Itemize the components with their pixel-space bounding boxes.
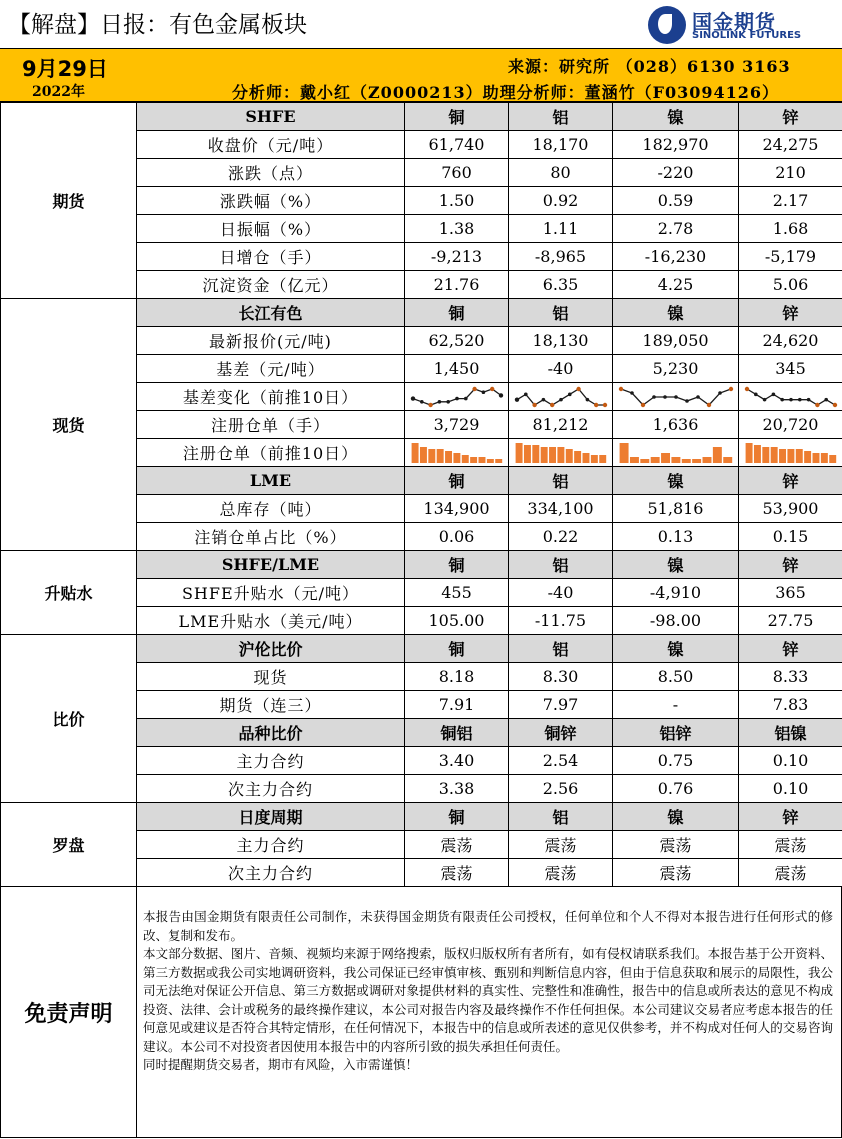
- table-header-row: [1, 803, 842, 831]
- sparkline-bar: [804, 451, 811, 463]
- row-label: 主力合约: [137, 831, 405, 859]
- row-label: 总库存（吨）: [137, 495, 405, 523]
- page-header: [0, 0, 842, 48]
- table-cell: 镍: [613, 103, 739, 131]
- company-logo: [648, 4, 838, 46]
- warrant-sparkline-nickel: [617, 441, 735, 465]
- row-label: 日度周期: [137, 803, 405, 831]
- sparkline-point: [762, 397, 766, 401]
- table-cell: 震荡: [613, 831, 739, 859]
- table-cell: 0.13: [613, 523, 739, 551]
- table-cell: -11.75: [509, 607, 613, 635]
- table-cell: 81,212: [509, 411, 613, 439]
- sparkline-bar: [486, 459, 493, 463]
- table-cell: 震荡: [613, 859, 739, 887]
- warrant-sparkline-zinc: [743, 441, 839, 465]
- warrant-sparkline-aluminum: [513, 441, 609, 465]
- table-cell: 震荡: [405, 831, 509, 859]
- table-cell: 21.76: [405, 271, 509, 299]
- sparkline-point: [490, 386, 494, 390]
- row-label: LME: [137, 467, 405, 495]
- sparkline-cell: [509, 383, 613, 411]
- sparkline-bar: [787, 449, 794, 463]
- table-cell: 锌: [739, 103, 842, 131]
- table-cell: 镍: [613, 551, 739, 579]
- sparkline-point: [481, 390, 485, 394]
- metals-table: [0, 102, 842, 887]
- row-label: SHFE/LME: [137, 551, 405, 579]
- report-date: 9月29日: [22, 57, 108, 81]
- sparkline-bar: [565, 449, 572, 463]
- sparkline-point: [559, 397, 563, 401]
- basis-sparkline-zinc: [743, 385, 839, 409]
- logo-cn-text: 国金期货: [692, 10, 776, 34]
- table-cell: 0.22: [509, 523, 613, 551]
- sparkline-point: [420, 400, 424, 404]
- table-cell: 51,816: [613, 495, 739, 523]
- sparkline-bar: [532, 445, 539, 463]
- table-cell: -16,230: [613, 243, 739, 271]
- sparkline-bar: [712, 447, 721, 463]
- sparkline-bar: [829, 455, 836, 463]
- sparkline-bar: [515, 443, 522, 463]
- sparkline-point: [780, 397, 784, 401]
- sparkline-point: [464, 396, 468, 400]
- row-label: 沪伦比价: [137, 635, 405, 663]
- sparkline-point: [663, 395, 667, 399]
- sparkline-line: [747, 389, 835, 405]
- sparkline-bar: [470, 457, 477, 463]
- sparkline-bar: [770, 447, 777, 463]
- table-cell: 210: [739, 159, 842, 187]
- table-cell: 24,620: [739, 327, 842, 355]
- table-cell: 铜: [405, 103, 509, 131]
- sparkline-point: [576, 386, 580, 390]
- table-cell: 2.78: [613, 215, 739, 243]
- table-cell: 27.75: [739, 607, 842, 635]
- table-cell: 铜: [405, 635, 509, 663]
- table-cell: 0.10: [739, 747, 842, 775]
- sparkline-bar: [762, 447, 769, 463]
- info-band: [0, 48, 842, 102]
- table-cell: 铝镍: [739, 719, 842, 747]
- sparkline-point: [618, 386, 622, 390]
- sparkline-bar: [428, 449, 435, 463]
- sparkline-cell: [613, 439, 739, 467]
- sparkline-bar: [629, 457, 638, 463]
- table-cell: 18,130: [509, 327, 613, 355]
- table-cell: 4.25: [613, 271, 739, 299]
- row-label: SHFE: [137, 103, 405, 131]
- sparkline-bar: [795, 449, 802, 463]
- sparkline-point: [806, 397, 810, 401]
- sparkline-point: [532, 402, 536, 406]
- sparkline-cell: [613, 383, 739, 411]
- sparkline-bar: [723, 457, 732, 463]
- table-cell: 7.91: [405, 691, 509, 719]
- table-cell: 3.38: [405, 775, 509, 803]
- sparkline-cell: [739, 439, 842, 467]
- table-cell: -220: [613, 159, 739, 187]
- sparkline-point: [640, 402, 644, 406]
- row-label: 日振幅（%）: [137, 215, 405, 243]
- table-cell: 镍: [613, 467, 739, 495]
- table-cell: 53,900: [739, 495, 842, 523]
- table-cell: 62,520: [405, 327, 509, 355]
- table-cell: 1.68: [739, 215, 842, 243]
- logo-en-text: SINOLINK FUTURES: [692, 30, 802, 41]
- section-label: 现货: [1, 299, 137, 551]
- row-label: 注销仓单占比（%）: [137, 523, 405, 551]
- table-cell: 3,729: [405, 411, 509, 439]
- sparkline-bar: [419, 447, 426, 463]
- sparkline-point: [789, 397, 793, 401]
- disclaimer-paragraph: 同时提醒期货交易者，期市有风险，入市需谨慎！: [143, 1057, 419, 1072]
- table-cell: 334,100: [509, 495, 613, 523]
- row-label: 基差变化（前推10日）: [137, 383, 405, 411]
- row-label: 基差（元/吨）: [137, 355, 405, 383]
- table-cell: -: [613, 691, 739, 719]
- sparkline-bar: [590, 455, 597, 463]
- sparkline-bar: [812, 453, 819, 463]
- sparkline-point: [437, 400, 441, 404]
- row-label: 注册仓单（前推10日）: [137, 439, 405, 467]
- sparkline-line: [517, 389, 605, 405]
- table-cell: -8,965: [509, 243, 613, 271]
- table-cell: -9,213: [405, 243, 509, 271]
- section-label: 比价: [1, 635, 137, 803]
- sparkline-bar: [661, 453, 670, 463]
- table-cell: 8.33: [739, 663, 842, 691]
- table-cell: 0.75: [613, 747, 739, 775]
- sparkline-point: [410, 396, 414, 400]
- table-cell: 345: [739, 355, 842, 383]
- sparkline-point: [514, 397, 518, 401]
- sparkline-point: [832, 402, 836, 406]
- sparkline-point: [541, 397, 545, 401]
- table-cell: 铝: [509, 467, 613, 495]
- sparkline-point: [815, 402, 819, 406]
- sparkline-bar: [411, 443, 418, 463]
- table-cell: 铝: [509, 635, 613, 663]
- table-cell: 镍: [613, 299, 739, 327]
- sparkline-bar: [671, 457, 680, 463]
- table-cell: 铜锌: [509, 719, 613, 747]
- row-label: 涨跌（点）: [137, 159, 405, 187]
- sparkline-bar: [702, 457, 711, 463]
- table-cell: 0.76: [613, 775, 739, 803]
- table-cell: 镍: [613, 803, 739, 831]
- table-cell: 189,050: [613, 327, 739, 355]
- row-label: 品种比价: [137, 719, 405, 747]
- sparkline-point: [585, 397, 589, 401]
- table-cell: 锌: [739, 299, 842, 327]
- sparkline-point: [798, 397, 802, 401]
- logo-icon: [648, 6, 686, 44]
- sparkline-bar: [619, 443, 628, 463]
- sparkline-point: [824, 397, 828, 401]
- report-year: 2022年: [32, 84, 85, 100]
- row-label: 收盘价（元/吨）: [137, 131, 405, 159]
- table-header-row: [1, 551, 842, 579]
- table-cell: 1,636: [613, 411, 739, 439]
- sparkline-bar: [582, 453, 589, 463]
- table-cell: 182,970: [613, 131, 739, 159]
- table-cell: 20,720: [739, 411, 842, 439]
- row-label: 主力合约: [137, 747, 405, 775]
- sparkline-point: [630, 391, 634, 395]
- sparkline-point: [754, 392, 758, 396]
- sparkline-bar: [461, 455, 468, 463]
- sparkline-point: [685, 399, 689, 403]
- disclaimer-paragraph: 本文部分数据、图片、音频、视频均来源于网络搜索，版权归版权所有者所有，如有侵权请联系我们。本报告基于公开资料、第三方数据或我公司实地调研资料，我公司保证已经审慎审核、甄别和判断信息内容，但由于信息获取和展示的局限性，我公司无法绝对保证公开信息、第三方数据或调研对象提供材料的真实性、完整性和准确性，报告中的信息或所表达的意见不构成投资、法律、会计或税务的最终操作建议，本公司对报告内容及最终操作不作任何担保。本公司建议交易者应考虑本报告的任何意见或建议是否符合其特定情形，在任何情况下，本报告中的信息或所表述的意见仅供参考，并不构成对任何人的交易咨询建议。本公司不对投资者因使用本报告中的内容所引致的损失承担任何责任。: [143, 946, 833, 1054]
- table-cell: 0.59: [613, 187, 739, 215]
- row-label: 现货: [137, 663, 405, 691]
- table-cell: 3.40: [405, 747, 509, 775]
- table-cell: 铝: [509, 803, 613, 831]
- table-cell: 2.17: [739, 187, 842, 215]
- table-cell: 0.92: [509, 187, 613, 215]
- table-cell: 24,275: [739, 131, 842, 159]
- row-label: 日增仓（手）: [137, 243, 405, 271]
- table-cell: 铝: [509, 299, 613, 327]
- table-cell: 铜: [405, 467, 509, 495]
- sparkline-bar: [820, 453, 827, 463]
- table-cell: 760: [405, 159, 509, 187]
- table-cell: 震荡: [509, 859, 613, 887]
- table-header-row: [1, 635, 842, 663]
- table-cell: -4,910: [613, 579, 739, 607]
- sparkline-bar: [436, 449, 443, 463]
- row-label: LME升贴水（美元/吨）: [137, 607, 405, 635]
- table-cell: -40: [509, 355, 613, 383]
- table-cell: 8.50: [613, 663, 739, 691]
- sparkline-point: [728, 386, 732, 390]
- table-cell: 134,900: [405, 495, 509, 523]
- warrant-sparkline-copper: [409, 441, 505, 465]
- disclaimer-paragraph: 本报告由国金期货有限责任公司制作，未获得国金期货有限责任公司授权，任何单位和个人不得对本报告进行任何形式的修改、复制和发布。: [143, 909, 833, 943]
- table-cell: -5,179: [739, 243, 842, 271]
- table-cell: 震荡: [405, 859, 509, 887]
- section-label: 升贴水: [1, 551, 137, 635]
- table-cell: 震荡: [739, 831, 842, 859]
- basis-sparkline-aluminum: [513, 385, 609, 409]
- sparkline-bar: [540, 447, 547, 463]
- table-cell: 1,450: [405, 355, 509, 383]
- table-cell: 7.97: [509, 691, 613, 719]
- table-cell: 锌: [739, 635, 842, 663]
- page-title: 【解盘】日报：有色金属板块: [8, 12, 307, 38]
- sparkline-bar: [640, 459, 649, 463]
- table-cell: 7.83: [739, 691, 842, 719]
- sparkline-point: [428, 402, 432, 406]
- sparkline-bar: [445, 451, 452, 463]
- sparkline-bar: [753, 445, 760, 463]
- table-cell: 铜铝: [405, 719, 509, 747]
- table-cell: 镍: [613, 635, 739, 663]
- basis-sparkline-nickel: [617, 385, 735, 409]
- row-label: 次主力合约: [137, 775, 405, 803]
- sparkline-point: [744, 386, 748, 390]
- report-analysts: 分析师：戴小红（Z0000213）助理分析师：董涵竹（F03094126）: [232, 83, 780, 102]
- sparkline-point: [455, 396, 459, 400]
- sparkline-cell: [405, 383, 509, 411]
- table-cell: 铜: [405, 551, 509, 579]
- sparkline-point: [568, 392, 572, 396]
- disclaimer-text: [143, 908, 833, 1075]
- sparkline-point: [446, 400, 450, 404]
- table-cell: 8.30: [509, 663, 613, 691]
- sparkline-point: [472, 386, 476, 390]
- table-cell: 5,230: [613, 355, 739, 383]
- sparkline-bar: [495, 459, 502, 463]
- sparkline-point: [594, 402, 598, 406]
- sparkline-bar: [549, 447, 556, 463]
- table-cell: 震荡: [509, 831, 613, 859]
- sparkline-bar: [523, 445, 530, 463]
- table-cell: 18,170: [509, 131, 613, 159]
- table-cell: 铝: [509, 551, 613, 579]
- table-cell: 锌: [739, 551, 842, 579]
- sparkline-point: [696, 395, 700, 399]
- table-cell: 80: [509, 159, 613, 187]
- table-cell: 震荡: [739, 859, 842, 887]
- sparkline-cell: [405, 439, 509, 467]
- table-header-row: [1, 299, 842, 327]
- basis-sparkline-copper: [409, 385, 505, 409]
- sparkline-point: [706, 402, 710, 406]
- sparkline-bar: [692, 459, 701, 463]
- table-cell: 铜: [405, 803, 509, 831]
- report-source: 来源：研究所 （028）6130 3163: [508, 57, 791, 76]
- table-cell: -98.00: [613, 607, 739, 635]
- table-cell: 2.56: [509, 775, 613, 803]
- table-cell: 铝锌: [613, 719, 739, 747]
- table-cell: -40: [509, 579, 613, 607]
- row-label: SHFE升贴水（元/吨）: [137, 579, 405, 607]
- sparkline-bar: [599, 455, 606, 463]
- table-cell: 0.15: [739, 523, 842, 551]
- row-label: 次主力合约: [137, 859, 405, 887]
- sparkline-bar: [574, 451, 581, 463]
- table-cell: 5.06: [739, 271, 842, 299]
- table-cell: 锌: [739, 803, 842, 831]
- sparkline-point: [771, 392, 775, 396]
- sparkline-bar: [745, 443, 752, 463]
- row-label: 最新报价(元/吨): [137, 327, 405, 355]
- table-cell: 6.35: [509, 271, 613, 299]
- table-cell: 铝: [509, 103, 613, 131]
- table-cell: 1.50: [405, 187, 509, 215]
- sparkline-point: [602, 402, 606, 406]
- table-header-row: [1, 103, 842, 131]
- sparkline-point: [674, 395, 678, 399]
- table-cell: 0.10: [739, 775, 842, 803]
- sparkline-cell: [509, 439, 613, 467]
- row-label: 长江有色: [137, 299, 405, 327]
- table-cell: 365: [739, 579, 842, 607]
- table-cell: 1.11: [509, 215, 613, 243]
- sparkline-bar: [650, 457, 659, 463]
- table-cell: 锌: [739, 467, 842, 495]
- table-cell: 0.06: [405, 523, 509, 551]
- sparkline-bar: [453, 453, 460, 463]
- disclaimer-title: 免责声明: [1, 886, 137, 1138]
- sparkline-point: [550, 402, 554, 406]
- sparkline-cell: [739, 383, 842, 411]
- row-label: 沉淀资金（亿元）: [137, 271, 405, 299]
- sparkline-bar: [681, 459, 690, 463]
- row-label: 期货（连三）: [137, 691, 405, 719]
- table-cell: 铜: [405, 299, 509, 327]
- table-cell: 1.38: [405, 215, 509, 243]
- table-cell: 455: [405, 579, 509, 607]
- table-cell: 8.18: [405, 663, 509, 691]
- sparkline-point: [718, 391, 722, 395]
- sparkline-point: [498, 393, 502, 397]
- section-label: 罗盘: [1, 803, 137, 887]
- table-cell: 105.00: [405, 607, 509, 635]
- row-label: 涨跌幅（%）: [137, 187, 405, 215]
- disclaimer-section: [0, 886, 842, 1138]
- sparkline-point: [524, 392, 528, 396]
- sparkline-point: [652, 395, 656, 399]
- section-label: 期货: [1, 103, 137, 299]
- row-label: 注册仓单（手）: [137, 411, 405, 439]
- table-cell: 61,740: [405, 131, 509, 159]
- sparkline-bar: [779, 449, 786, 463]
- sparkline-bar: [478, 457, 485, 463]
- table-cell: 2.54: [509, 747, 613, 775]
- sparkline-bar: [557, 447, 564, 463]
